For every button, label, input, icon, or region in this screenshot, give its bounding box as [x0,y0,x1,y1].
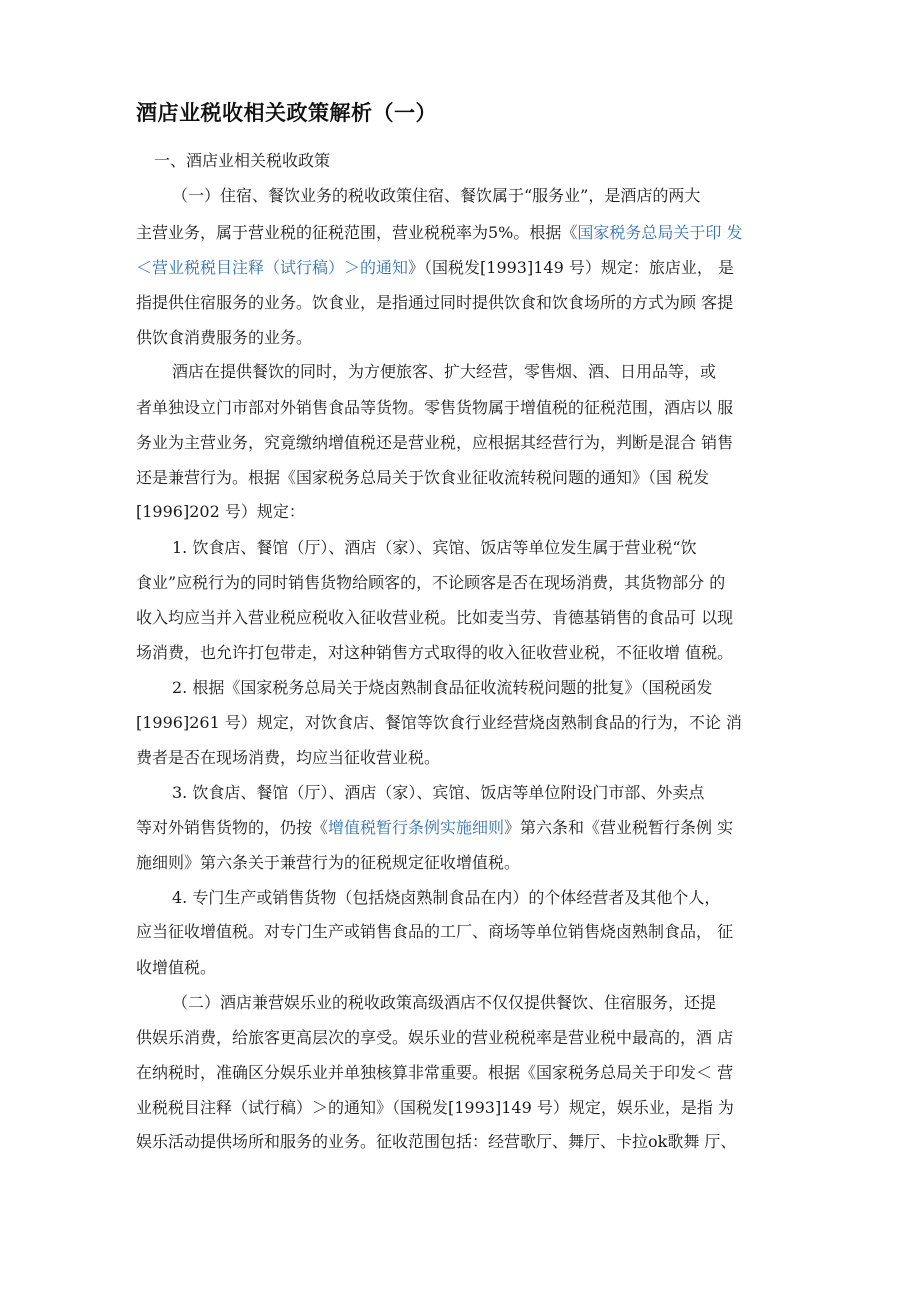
section-heading: 一、酒店业相关税收政策 [154,151,331,170]
paragraph-line: 食业”应税行为的同时销售货物给顾客的，不论顾客是否在现场消费，其货物部分 的 [136,573,726,592]
notice-link-continued[interactable]: ＜营业税税目注释（试行稿）＞的通知 [136,258,409,277]
paragraph-line: 指提供住宿服务的业务。饮食业，是指通过同时提供饮食和饮食场所的方式为顾 客提 [136,293,734,312]
paragraph-line: 收增值税。 [136,958,217,977]
paragraph-line: （一）住宿、餐饮业务的税收政策住宿、餐饮属于“服务业”，是酒店的两大 [172,186,701,205]
paragraph-line: 场消费，也允许打包带走，对这种销售方式取得的收入征收营业税，不征收增 值税。 [136,643,734,662]
paragraph-line: 应当征收增值税。对专门生产或销售食品的工厂、商场等单位销售烧卤熟制食品， 征 [136,922,734,941]
paragraph-line: 者单独设立门市部对外销售食品等货物。零售货物属于增值税的征税范围，酒店以 服 [136,398,734,417]
paragraph-line [136,223,742,243]
paragraph-line: 务业为主营业务，究竟缴纳增值税还是营业税，应根据其经营行为，判断是混合 销售 [136,433,734,452]
paragraph-line: 3. 饮食店、餐馆（厅）、酒店（家）、宾馆、饭店等单位附设门市部、外卖点 [172,783,705,802]
notice-link[interactable]: 国家税务总局关于印 发 [577,223,743,242]
document-title: 酒店业税收相关政策解析（一） [136,101,437,125]
paragraph-line: 2. 根据《国家税务总局关于烧卤熟制食品征收流转税问题的批复》（国税函发 [172,678,713,697]
paragraph-line: [1996]261 号）规定，对饮食店、餐馆等饮食行业经营烧卤熟制食品的行为，不论 消 [136,713,742,732]
text-span: 等对外销售货物的，仍按《 [136,818,329,837]
paragraph-line [136,258,734,278]
paragraph-line: 施细则》第六条关于兼营行为的征税规定征收增值税。 [136,853,521,872]
paragraph-line: [1996]202 号）规定： [136,502,305,521]
paragraph-line: 在纳税时，准确区分娱乐业并单独核算非常重要。根据《国家税务总局关于印发＜ 营 [136,1063,734,1082]
text-span: 》（国税发[1993]149 号）规定：旅店业， 是 [408,258,734,277]
paragraph-line: 娱乐活动提供场所和服务的业务。征收范围包括：经营歌厅、舞厅、卡拉ok歌舞 厅、 [136,1132,737,1151]
paragraph-line: 业税税目注释（试行稿）＞的通知》（国税发[1993]149 号）规定，娱乐业，是指 为 [136,1098,734,1117]
text-span: 》第六条和《营业税暂行条例 实 [504,818,734,837]
paragraph-line [136,818,733,838]
paragraph-line: 供饮食消费服务的业务。 [136,328,313,347]
paragraph-line: 还是兼营行为。根据《国家税务总局关于饮食业征收流转税问题的通知》（国 税发 [136,468,710,487]
paragraph-line: 1. 饮食店、餐馆（厅）、酒店（家）、宾馆、饭店等单位发生属于营业税“饮 [172,538,697,557]
paragraph-line: 4. 专门生产或销售货物（包括烧卤熟制食品在内）的个体经营者及其他个人， [172,888,721,907]
paragraph-line: 酒店在提供餐饮的同时，为方便旅客、扩大经营，零售烟、酒、日用品等，或 [172,362,717,381]
paragraph-line: （二）酒店兼营娱乐业的税收政策高级酒店不仅仅提供餐饮、住宿服务，还提 [172,993,717,1012]
text-span: 主营业务，属于营业税的征税范围，营业税税率为5%。根据《 [136,223,578,242]
paragraph-line: 供娱乐消费，给旅客更高层次的享受。娱乐业的营业税税率是营业税中最高的，酒 店 [136,1028,734,1047]
regulation-link[interactable]: 增值税暂行条例实施细则 [328,818,505,837]
paragraph-line: 费者是否在现场消费，均应当征收营业税。 [136,748,441,767]
paragraph-line: 收入均应当并入营业税应税收入征收营业税。比如麦当劳、肯德基销售的食品可 以现 [136,608,734,627]
